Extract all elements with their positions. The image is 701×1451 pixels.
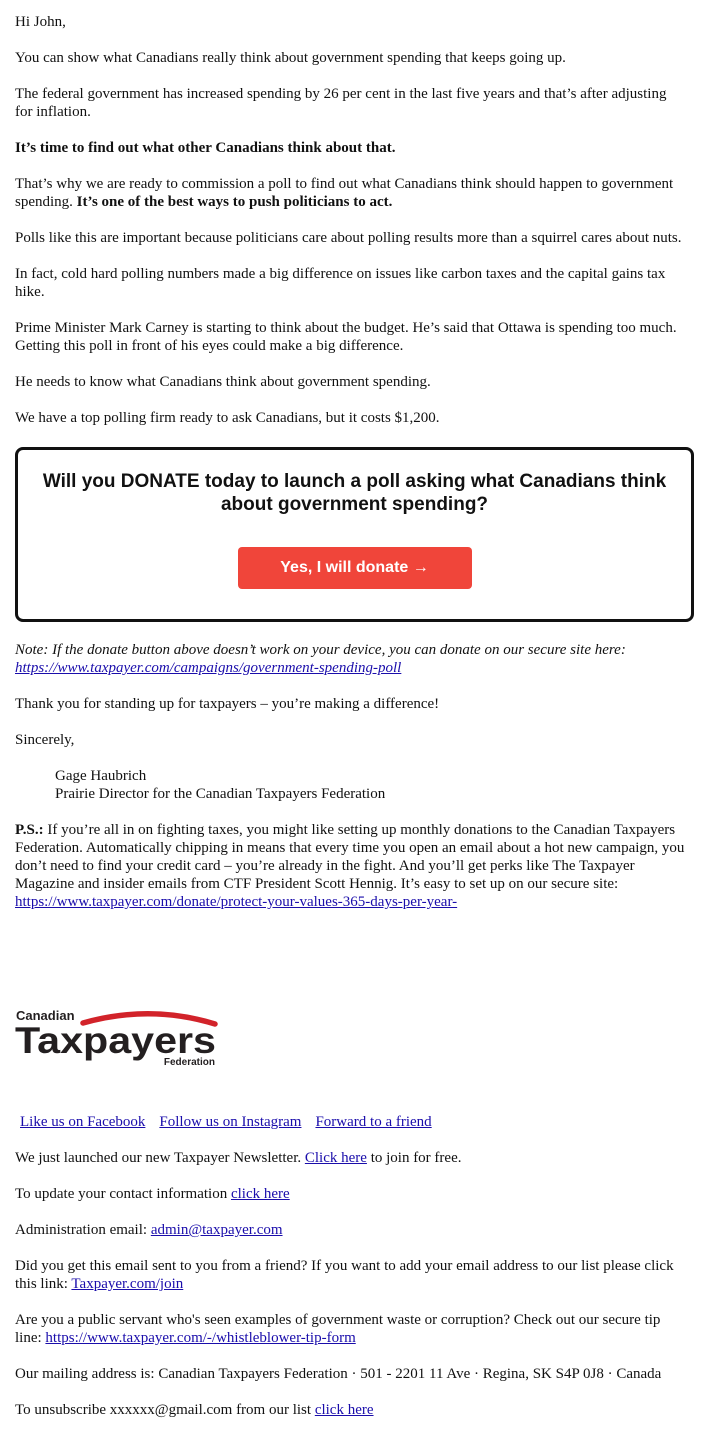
join-link[interactable]: Taxpayer.com/join — [71, 1276, 184, 1292]
signature-title: Prairie Director for the Canadian Taxpayers Federation — [55, 786, 386, 802]
ps-text: If you’re all in on fighting taxes, you might like setting up monthly donations to the Canadian Taxpayers Federation. Automatically chipping in means that every time you open an email about a hot new campaign, you don’t need to find your credit card – you’re already in the fight. And you’ll get perks like The Taxpayer Magazine and insider emails from CTF President Scott Hennig. It’s easy to set up on our secure site: — [15, 822, 685, 892]
update-line — [15, 1185, 686, 1203]
paragraph-polling-numbers: In fact, cold hard polling numbers made a big difference on issues like carbon taxes and the capital gains tax hike. — [15, 266, 666, 300]
unsubscribe-text: To unsubscribe xxxxxx@gmail.com from our list — [15, 1402, 312, 1418]
paragraph-polls-important: Polls like this are important because politicians care about polling results more than a squirrel cares about nuts. — [15, 230, 682, 246]
instagram-link[interactable]: Follow us on Instagram — [159, 1114, 302, 1130]
newsletter-line — [15, 1149, 686, 1167]
paragraph-needs-to-know: He needs to know what Canadians think about government spending. — [15, 374, 431, 390]
admin-text: Administration email: — [15, 1222, 148, 1238]
tip-form-link[interactable]: https://www.taxpayer.com/-/whistleblower-tip-form — [45, 1330, 356, 1346]
newsletter-after: to join for free. — [370, 1150, 462, 1166]
unsubscribe-line — [15, 1401, 686, 1419]
forward-link[interactable]: Forward to a friend — [315, 1114, 432, 1130]
poll-text: That’s why we are ready to commission a poll to find out what Canadians think should happen to government spending. — [15, 176, 674, 210]
donate-callout — [15, 447, 694, 622]
newsletter-text: We just launched our new Taxpayer Newsletter. — [15, 1150, 302, 1166]
thanks-line: Thank you for standing up for taxpayers – you’re making a difference! — [15, 696, 440, 712]
tip-line — [15, 1311, 686, 1347]
admin-email-link[interactable]: admin@taxpayer.com — [150, 1222, 283, 1238]
friend-text: Did you get this email sent to you from a friend? If you want to add your email address to our list please click this link: — [15, 1258, 674, 1292]
ps-label: P.S.: — [15, 822, 44, 838]
donate-link[interactable]: https://www.taxpayer.com/campaigns/government-spending-poll — [15, 660, 402, 676]
signature — [55, 767, 686, 803]
paragraph-carney: Prime Minister Mark Carney is starting to think about the budget. He’s said that Ottawa is spending too much. Getting this poll in front of his eyes could make a big difference. — [15, 320, 677, 354]
postscript — [15, 821, 686, 911]
friend-line — [15, 1257, 686, 1293]
newsletter-link[interactable]: Click here — [304, 1150, 367, 1166]
sign-off: Sincerely, — [15, 732, 75, 748]
poll-bold: It’s one of the best ways to push politicians to act. — [76, 194, 393, 210]
update-link[interactable]: click here — [230, 1186, 290, 1202]
logo-line1: Canadian — [16, 1008, 75, 1023]
ctf-logo — [15, 1006, 686, 1068]
greeting: Hi John, — [15, 14, 66, 30]
social-links — [15, 1113, 686, 1131]
mailing-address: Our mailing address is: Canadian Taxpayers Federation · 501 - 2201 11 Ave · Regina, SK S4P 0J8 · Canada — [15, 1366, 662, 1382]
tip-text: Are you a public servant who's seen examples of government waste or corruption? Check out our secure tip line: — [15, 1312, 661, 1346]
signature-name: Gage Haubrich — [55, 768, 147, 784]
logo-line3: Federation — [163, 1057, 215, 1068]
facebook-link[interactable]: Like us on Facebook — [20, 1114, 146, 1130]
admin-line — [15, 1221, 686, 1239]
paragraph-poll — [15, 175, 686, 211]
donate-button[interactable]: Yes, I will donate → — [238, 547, 472, 589]
donate-note — [15, 641, 686, 677]
paragraph-spending: The federal government has increased spending by 26 per cent in the last five years and that’s after adjusting for inflation. — [15, 86, 667, 120]
ctf-logo-graphic — [15, 1006, 220, 1068]
bold-line: It’s time to find out what other Canadians think about that. — [15, 140, 396, 156]
logo-line2: Taxpayers — [15, 1020, 216, 1061]
update-text: To update your contact information — [15, 1186, 228, 1202]
note-text: Note: If the donate button above doesn’t work on your device, you can donate on our secure site here: — [15, 642, 626, 658]
paragraph-bold — [15, 139, 686, 157]
paragraph-intro: You can show what Canadians really think about government spending that keeps going up. — [15, 50, 566, 66]
monthly-donate-link[interactable]: https://www.taxpayer.com/donate/protect-your-values-365-days-per-year- — [15, 894, 458, 910]
donate-heading: Will you DONATE today to launch a poll asking what Canadians think about government spending? — [42, 471, 667, 515]
unsubscribe-link[interactable]: click here — [314, 1402, 374, 1418]
paragraph-cost: We have a top polling firm ready to ask Canadians, but it costs $1,200. — [15, 410, 440, 426]
